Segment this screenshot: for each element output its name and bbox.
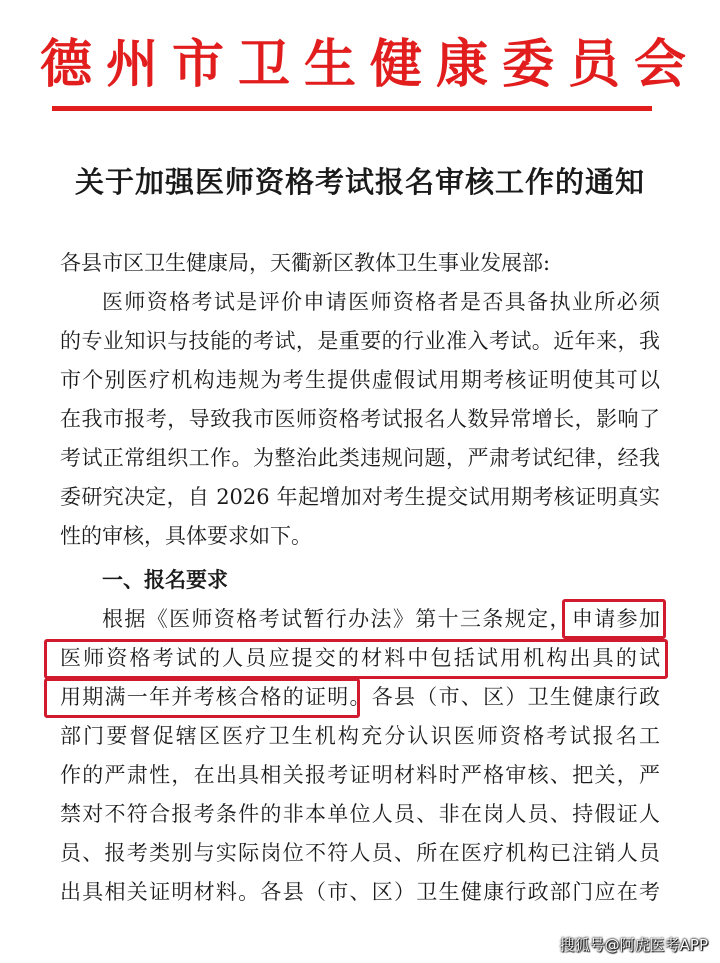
body-line: 的专业知识与技能的考试，是重要的行业准入考试。近年来，我 [60, 329, 660, 353]
body-line: 在我市报考，导致我市医师资格考试报名人数异常增长，影响了 [60, 407, 660, 431]
body-line: 委研究决定，自 2026 年起增加对考生提交试用期考核证明真实 [60, 485, 660, 509]
body-line: 市个别医疗机构违规为考生提供虚假试用期考核证明使其可以 [60, 368, 660, 392]
highlight-box-3 [44, 678, 360, 718]
body-line: 用期满一年并考核合格的证明。各县（市、区）卫生健康行政 [60, 685, 660, 709]
highlight-box-2 [44, 639, 668, 679]
source-watermark: 搜狐号@阿虎医考APP [559, 936, 708, 954]
red-header-rule [52, 106, 652, 111]
masthead-org-name: 德州市卫生健康委员会 [40, 34, 701, 95]
body-line: 根据《医师资格考试暂行办法》第十三条规定，申请参加 [102, 607, 660, 631]
body-line: 医师资格考试的人员应提交的材料中包括试用机构出具的试 [60, 646, 660, 670]
salutation-line: 各县市区卫生健康局，天衢新区教体卫生事业发展部: [60, 251, 551, 275]
body-line: 医师资格考试是评价申请医师资格者是否具备执业所必须 [102, 290, 660, 314]
body-line: 员、报考类别与实际岗位不符人员、所在医疗机构已注销人员 [60, 841, 660, 865]
notice-title: 关于加强医师资格考试报名审核工作的通知 [74, 165, 645, 199]
body-line: 性的审核，具体要求如下。 [60, 524, 312, 548]
body-line: 作的严肃性，在出具相关报考证明材料时严格审核、把关，严 [60, 763, 660, 787]
section-heading: 一、报名要求 [102, 568, 228, 592]
body-line: 禁对不符合报考条件的非本单位人员、非在岗人员、持假证人 [60, 802, 660, 826]
body-line: 部门要督促辖区医疗卫生机构充分认识医师资格考试报名工 [60, 724, 660, 748]
body-line: 考试正常组织工作。为整治此类违规问题，严肃考试纪律，经我 [60, 446, 660, 470]
body-line: 出具相关证明材料。各县（市、区）卫生健康行政部门应在考 [60, 880, 660, 904]
highlight-box-1 [562, 599, 666, 639]
